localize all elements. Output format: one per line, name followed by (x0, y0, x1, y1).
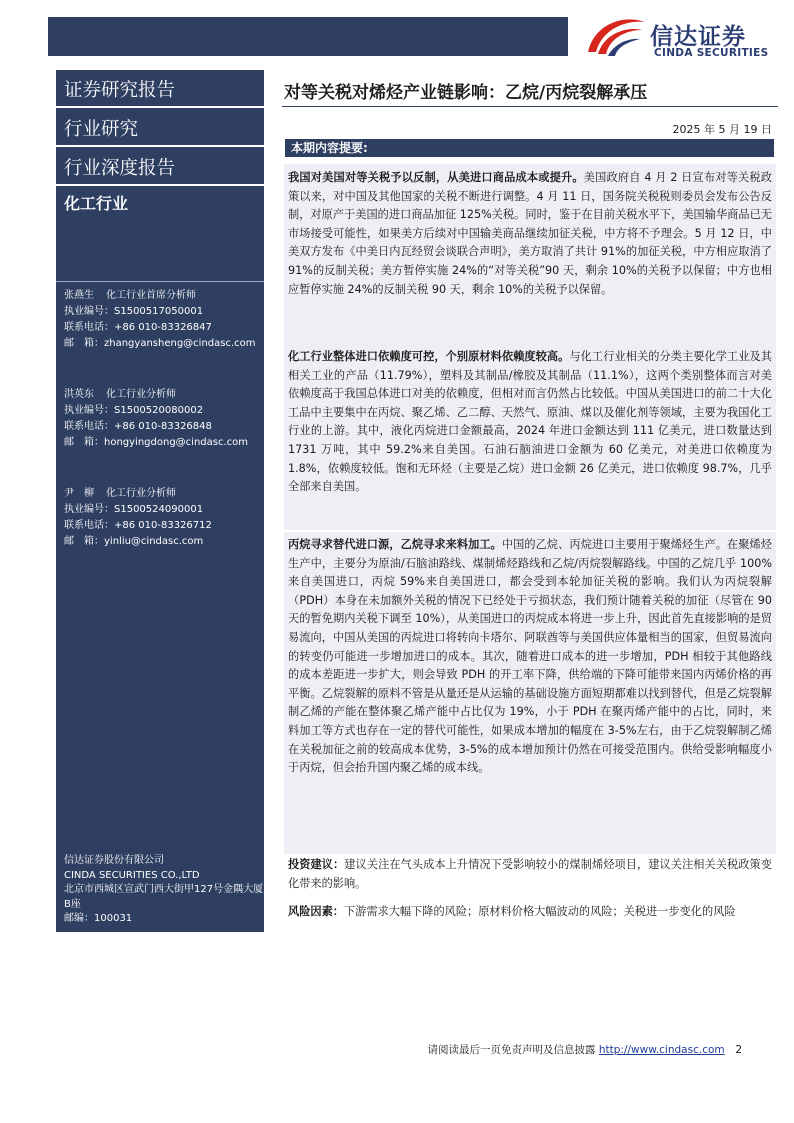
analyst-name: 张燕生 (64, 290, 94, 301)
analyst-phone: +86 010-83326847 (114, 322, 212, 333)
paragraph-body: 与化工行业相关的分类主要化学工业及其相关工业的产品（11.79%），塑料及其制品/橡胶及其制品（11.1%），这两个类别整体而言对美依赖度高于我国总体进口对美的依赖度，但相对而言仍然占比较低。中国从美国进口的前二十大化工品中主要集中在丙烷、聚乙烯、乙二醇、天然气、原油、煤以及催化剂等领域，主要为我国化工行业的上游。其中，液化丙烷进口金额最高，2024 年进口金额达到 111 亿美元，进口数量达到 1731 万吨，其中 59.2%来自美国。石油石脑油进口金额为 60 亿美元，对美进口依赖度为 1.8%，依赖度较低。饱和无环烃（主要是乙烷）进口金额 26 亿美元，进口依赖度 98.7%，几乎全部来自美国。 (288, 350, 772, 494)
email-label: 邮 箱： (64, 536, 104, 547)
analyst-card (64, 288, 264, 352)
page-number: 2 (735, 1044, 742, 1056)
phone-label: 联系电话： (64, 322, 114, 333)
email-label: 邮 箱： (64, 338, 104, 349)
analyst-name: 洪英东 (64, 389, 94, 400)
disclaimer-text: 请阅读最后一页免责声明及信息披露 (427, 1044, 596, 1056)
cinda-logo-mark-icon (584, 12, 646, 60)
industry-label: 化工行业 (64, 194, 129, 213)
paragraph-body: 美国政府自 4 月 2 日宣布对等关税政策以来，对中国及其他国家的关税不断进行调整。4 月 11 日，国务院关税税则委员会发布公告反制，对原产于美国的进口商品加征 125%关税。同时，鉴于在目前关税水平下，美国输华商品已无市场接受可能性，如果美方后续对中国输美商品继续加征关税，中方将不予理会。5 月 12 日，中美双方发布《中美日内瓦经贸会谈联合声明》，美方取消了共计 91%的加征关税，中方相应取消了 91%的反制关税；美方暂停实施 24%的“对等关税”90 天，剩余 10%的关税予以保留；中方也相应暂停实施 24%的反制关税 90 天，剩余 10%的关税予以保留。 (288, 171, 772, 296)
sidebar-divider (56, 281, 264, 282)
header-bar (48, 17, 568, 56)
company-address: 北京市西城区宣武门西大街甲127号金隅大厦B座 (64, 884, 264, 910)
summary-paragraph (288, 169, 772, 299)
summary-paragraph (288, 348, 772, 497)
report-type-label: 证券研究报告 (64, 80, 176, 101)
paragraph-lead: 我国对美国对等关税予以反制，从美进口商品成本或提升。 (288, 171, 584, 184)
investment-text: 建议关注在气头成本上升情况下受影响较小的煤制烯烃项目，建议关注相关关税政策变化带来的影响。 (288, 858, 772, 890)
analyst-title: 化工行业首席分析师 (106, 290, 196, 301)
sidebar-divider (56, 184, 264, 186)
sidebar (56, 70, 264, 932)
analyst-email[interactable]: hongyingdong@cindasc.com (104, 437, 249, 448)
website-link[interactable]: http://www.cindasc.com (598, 1044, 725, 1056)
sidebar-divider (56, 106, 264, 108)
analyst-phone: +86 010-83326712 (114, 520, 212, 531)
cert-label: 执业编号： (64, 504, 114, 515)
company-name-en: CINDA SECURITIES CO.,LTD (64, 869, 200, 881)
report-subtype-label: 行业深度报告 (64, 158, 176, 179)
company-name-cn: 信达证券股份有限公司 (64, 855, 164, 866)
paragraph-lead: 丙烷寻求替代进口源，乙烷寻求来料加工。 (288, 538, 502, 551)
analyst-phone: +86 010-83326848 (114, 421, 212, 432)
analyst-card (64, 387, 264, 451)
risk-label: 风险因素： (288, 905, 344, 918)
cert-label: 执业编号： (64, 306, 114, 317)
risk-text: 下游需求大幅下降的风险；原材料价格大幅波动的风险；关税进一步变化的风险 (343, 905, 736, 918)
analyst-cert: S1500524090001 (114, 504, 204, 515)
logo-chinese-name: 信达证券 (650, 24, 746, 50)
sidebar-divider (56, 145, 264, 147)
company-postcode: 邮编：100031 (64, 913, 133, 925)
report-category-label: 行业研究 (64, 119, 139, 140)
report-title: 对等关税对烯烃产业链影响：乙烷/丙烷裂解承压 (284, 83, 648, 103)
investment-label: 投资建议： (288, 858, 345, 871)
analyst-cert: S1500517050001 (114, 306, 204, 317)
title-divider (282, 106, 778, 107)
report-date: 2025 年 5 月 19 日 (672, 123, 772, 136)
page-footer (428, 1042, 742, 1057)
analyst-title: 化工行业分析师 (106, 389, 176, 400)
logo-english-name: CINDA SECURITIES (654, 47, 769, 59)
risk-factors (288, 903, 772, 922)
analyst-email[interactable]: zhangyansheng@cindasc.com (104, 338, 256, 349)
summary-header: 本期内容提要: (285, 139, 774, 157)
paragraph-lead: 化工行业整体进口依赖度可控，个别原材料依赖度较高。 (288, 350, 570, 363)
cinda-logo (584, 12, 784, 60)
cert-label: 执业编号： (64, 405, 114, 416)
email-label: 邮 箱： (64, 437, 104, 448)
analyst-email[interactable]: yinliu@cindasc.com (104, 536, 204, 547)
investment-advice (288, 856, 772, 893)
analyst-title: 化工行业分析师 (106, 488, 176, 499)
summary-paragraph (288, 536, 772, 778)
analyst-card (64, 486, 264, 550)
paragraph-body: 中国的乙烷、丙烷进口主要用于聚烯烃生产。在聚烯烃生产中，主要分为原油/石脑油路线、煤制烯烃路线和乙烷/丙烷裂解路线。中国的乙烷几乎 100%来自美国进口，丙烷 59%来自美国进口，都会受到本轮加征关税的影响。我们认为丙烷裂解（PDH）本身在未加额外关税的情况下已经处于亏损状态，我们预计随着关税的加征（尽管在 90 天的暂免期内关税下调至 10%），从美国进口的丙烷成本将进一步上升，因此首先直接影响的是贸易流向，中国从美国的丙烷进口将转向卡塔尔、阿联酋等与美国供应体量相当的国家，但贸易流向的转变仍可能进一步增加进口的成本。其次，随着进口成本的进一步增加，PDH 相较于其他路线的成本差距进一步扩大，则会导致 PDH 的开工率下降，供给端的下降可能带来国内丙烯价格的再平衡。乙烷裂解的原料不管是从量还是从运输的基础设施方面短期都难以找到替代，但是乙烷裂解制乙烯的产能在整体聚乙烯产能中占比仅为 19%，小于 PDH 在聚丙烯产能中的占比，同时，来料加工等方式也存在一定的替代可能性，如果成本增加的幅度在 3-5%左右，由于乙烷裂解制乙烯在关税加征之前的较高成本优势，3-5%的成本增加预计仍然在可接受范围内。供给受影响幅度小于丙烷，但会抬升国内聚乙烯的成本线。 (288, 538, 772, 775)
analyst-cert: S1500520080002 (114, 405, 204, 416)
analyst-name: 尹 柳 (64, 488, 94, 499)
company-info (64, 854, 264, 927)
phone-label: 联系电话： (64, 421, 114, 432)
phone-label: 联系电话： (64, 520, 114, 531)
